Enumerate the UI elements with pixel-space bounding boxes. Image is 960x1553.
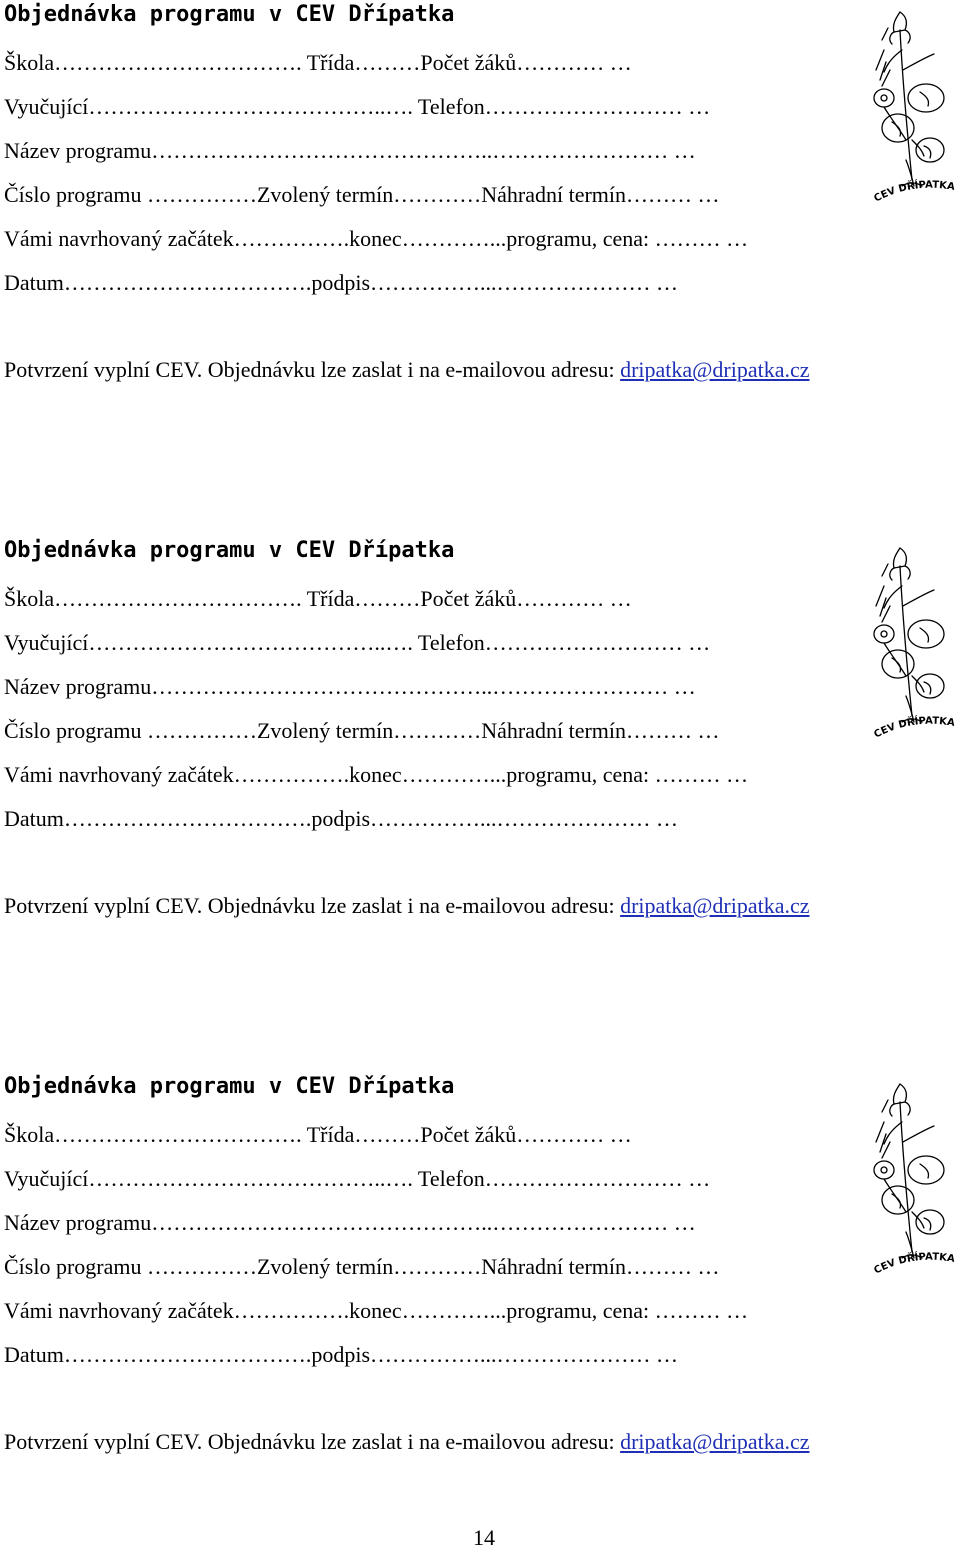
teacher-phone-line: Vyučující…………………………………..…. Telefon……………………… … [4, 1166, 711, 1191]
svg-text:CEV DŘÍPATKA [872, 714, 955, 740]
dripatka-plant-logo-icon [872, 546, 956, 746]
form-title: Objednávka programu v CEV Dřípatka [4, 2, 455, 27]
program-number-dates-line: Číslo programu ……………Zvolený termín…………Náhradní termín……… … [4, 718, 720, 743]
confirmation-note-text: Potvrzení vyplní CEV. Objednávku lze zaslat i na e-mailovou adresu: [4, 893, 621, 918]
order-form-1 [0, 0, 960, 420]
form-title: Objednávka programu v CEV Dřípatka [4, 538, 455, 563]
start-end-price-line: Vámi navrhovaný začátek…………….konec…………...programu, cena: ……… … [4, 226, 749, 251]
order-form-2 [0, 536, 960, 956]
teacher-phone-line: Vyučující…………………………………..…. Telefon……………………… … [4, 630, 711, 655]
email-link[interactable]: dripatka@dripatka.cz [620, 357, 810, 382]
email-link[interactable]: dripatka@dripatka.cz [620, 893, 810, 918]
program-name-line: Název programu………………………………………..…………………… … [4, 674, 696, 699]
confirmation-note [4, 1427, 810, 1457]
page-number: 14 [473, 1525, 495, 1550]
date-signature-line: Datum…………………………….podpis……………...………………… … [4, 806, 679, 831]
program-number-dates-line: Číslo programu ……………Zvolený termín…………Náhradní termín……… … [4, 182, 720, 207]
date-signature-line: Datum…………………………….podpis……………...………………… … [4, 1342, 679, 1367]
school-class-pupils-line: Škola……………………………. Třída………Počet žáků………… … [4, 586, 632, 611]
dripatka-plant-logo-icon [872, 10, 956, 210]
confirmation-note [4, 355, 810, 385]
dripatka-plant-logo-icon [872, 1082, 956, 1282]
program-number-dates-line: Číslo programu ……………Zvolený termín…………Náhradní termín……… … [4, 1254, 720, 1279]
form-title: Objednávka programu v CEV Dřípatka [4, 1074, 455, 1099]
confirmation-note-text: Potvrzení vyplní CEV. Objednávku lze zaslat i na e-mailovou adresu: [4, 357, 621, 382]
program-name-line: Název programu………………………………………..…………………… … [4, 138, 696, 163]
confirmation-note [4, 891, 810, 921]
logo-text: CEV DŘÍPATKA [872, 715, 956, 741]
school-class-pupils-line: Škola……………………………. Třída………Počet žáků………… … [4, 50, 632, 75]
teacher-phone-line: Vyučující…………………………………..…. Telefon……………………… … [4, 94, 711, 119]
program-name-line: Název programu………………………………………..…………………… … [4, 1210, 696, 1235]
start-end-price-line: Vámi navrhovaný začátek…………….konec…………...programu, cena: ……… … [4, 762, 749, 787]
confirmation-note-text: Potvrzení vyplní CEV. Objednávku lze zaslat i na e-mailovou adresu: [4, 1429, 621, 1454]
email-link[interactable]: dripatka@dripatka.cz [620, 1429, 810, 1454]
logo-text: CEV DŘÍPATKA [872, 1251, 956, 1277]
date-signature-line: Datum…………………………….podpis……………...………………… … [4, 270, 679, 295]
svg-text:CEV DŘÍPATKA [872, 1250, 955, 1276]
logo-text: CEV DŘÍPATKA [872, 179, 956, 205]
order-form-3 [0, 1072, 960, 1492]
svg-text:CEV DŘÍPATKA [872, 178, 955, 204]
school-class-pupils-line: Škola……………………………. Třída………Počet žáků………… … [4, 1122, 632, 1147]
start-end-price-line: Vámi navrhovaný začátek…………….konec…………...programu, cena: ……… … [4, 1298, 749, 1323]
